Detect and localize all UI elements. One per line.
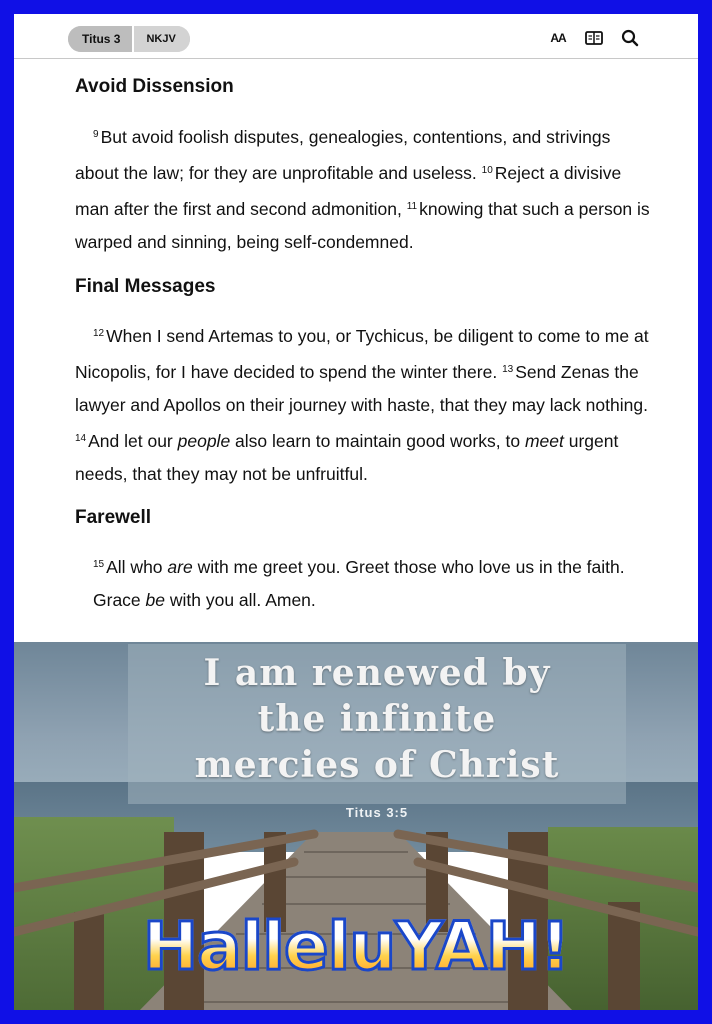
- closing-text: Grace: [93, 590, 146, 610]
- verse-italic: are: [167, 557, 193, 577]
- section-heading: Final Messages: [75, 276, 216, 297]
- toolbar-actions: [548, 28, 640, 48]
- text-size-icon[interactable]: [548, 28, 568, 48]
- verse-text: But avoid foolish disputes, genealogies, contentions, and strivings about the law; for they are unprofitable and useless.: [75, 127, 611, 183]
- quote-reference: Titus 3:5: [345, 805, 409, 820]
- verse-number[interactable]: 13: [502, 364, 514, 375]
- verse-italic: people: [177, 431, 231, 451]
- book-chapter-button[interactable]: Titus 3: [68, 26, 134, 52]
- verse-text: All who: [106, 557, 168, 577]
- section-heading: Avoid Dissension: [75, 76, 234, 97]
- search-icon[interactable]: [620, 28, 640, 48]
- closing-italic: be: [145, 590, 165, 610]
- verse-number[interactable]: 9: [93, 129, 99, 140]
- verse-number[interactable]: 14: [75, 433, 87, 444]
- devotional-image: [14, 642, 698, 1010]
- quote-line: the infinite: [257, 698, 497, 740]
- verse-text: And let our: [88, 431, 178, 451]
- top-toolbar: [14, 14, 698, 59]
- verse-paragraph: [75, 118, 655, 259]
- verse-text: urgent needs, that they may not be unfruitful.: [75, 431, 619, 484]
- quote-line: mercies of Christ: [194, 744, 560, 786]
- verse-text: Reject a divisive man after the first and second admonition,: [75, 163, 622, 219]
- verse-number[interactable]: 11: [406, 201, 418, 212]
- reader-frame: [14, 14, 698, 1010]
- passage-selector[interactable]: [68, 26, 190, 52]
- verse-text: knowing that such a person is warped and sinning, being self-condemned.: [75, 199, 650, 252]
- verse-text: When I send Artemas to you, or Tychicus, be diligent to come to me at Nicopolis, for I have decided to spend the winter there.: [75, 326, 649, 382]
- verse-italic: meet: [524, 431, 564, 451]
- verse-text: Send Zenas the lawyer and Apollos on their journey with haste, that they may lack nothing.: [75, 362, 648, 415]
- section-heading: Farewell: [75, 507, 152, 528]
- verse-text: also learn to maintain good works, to: [230, 431, 525, 451]
- verse-paragraph: [75, 548, 625, 617]
- text-size-glyph: AA: [550, 31, 566, 45]
- verse-number[interactable]: 12: [93, 328, 105, 339]
- quote-line: I am renewed by: [203, 652, 551, 694]
- closing-text: with you all. Amen.: [165, 590, 316, 610]
- verse-text: with me greet you. Greet those who love us in the faith.: [192, 557, 625, 577]
- verse-paragraph: [75, 317, 655, 491]
- verse-number[interactable]: 10: [481, 165, 493, 176]
- book-view-icon[interactable]: [584, 28, 604, 48]
- halleluyah-caption: HalleluYAH!: [14, 908, 698, 985]
- version-button[interactable]: NKJV: [134, 26, 189, 52]
- verse-number[interactable]: 15: [93, 559, 105, 570]
